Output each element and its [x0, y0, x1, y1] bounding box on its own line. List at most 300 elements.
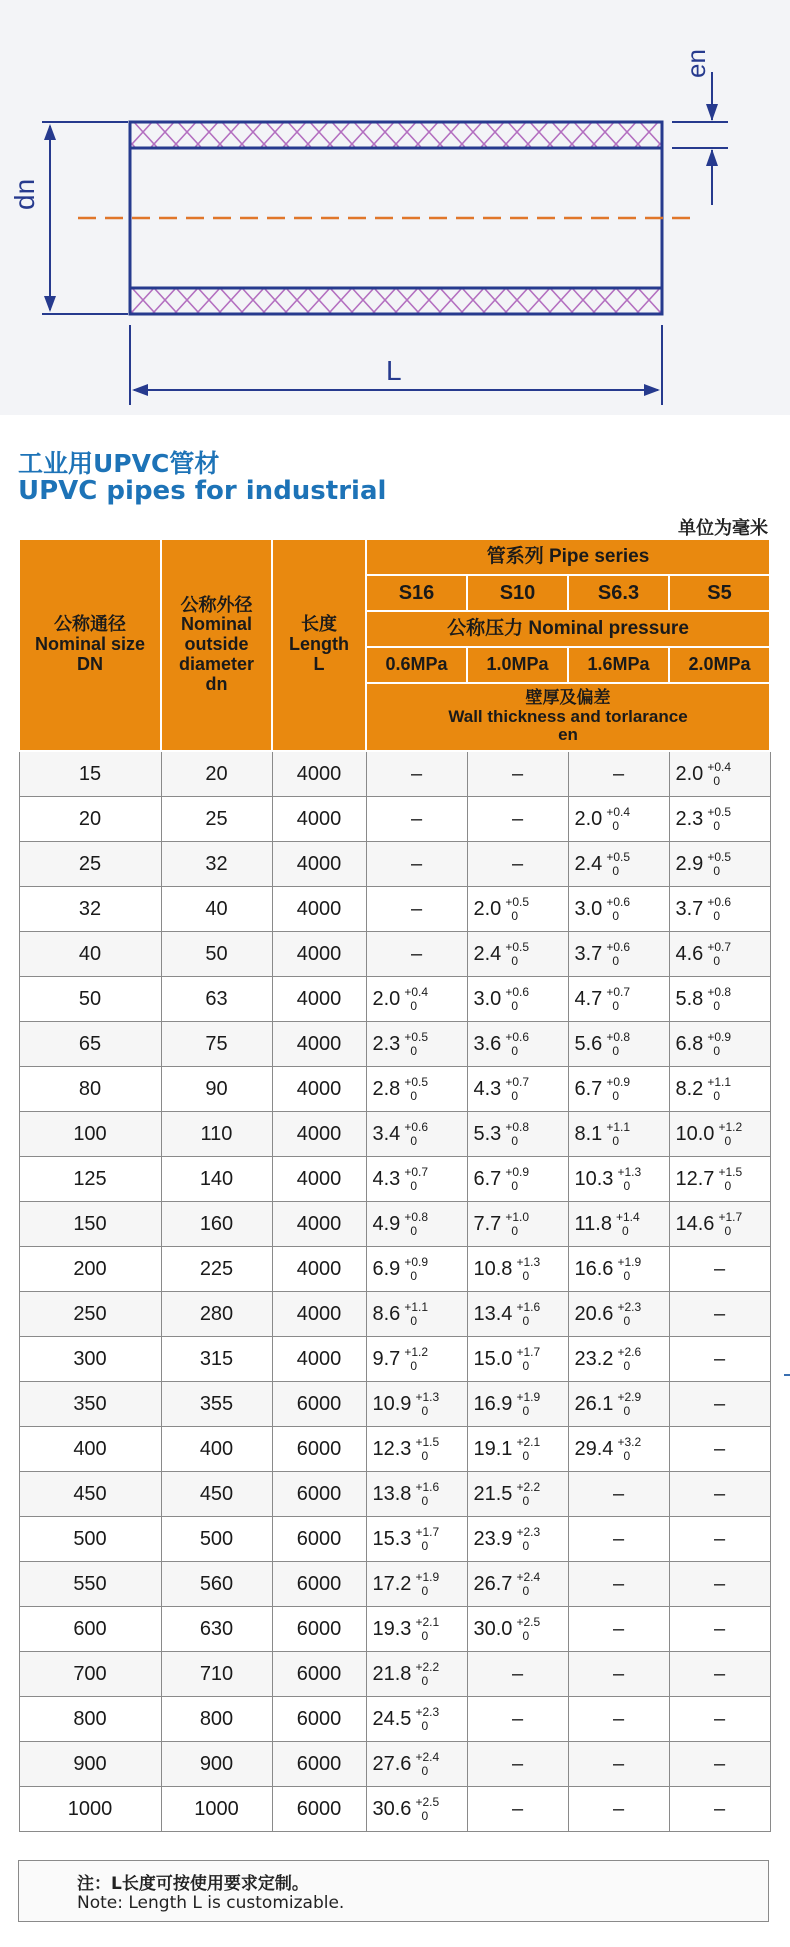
- tolerance: [516, 1570, 540, 1598]
- wall-thickness-value: 5.6: [574, 1032, 603, 1055]
- tolerance-lower: 0: [621, 1224, 629, 1238]
- cell-outside-diameter: 710: [161, 1652, 272, 1697]
- table-row: [19, 932, 770, 977]
- wall-thickness-value: 29.4: [574, 1437, 614, 1460]
- cell-wall-thickness: [568, 1292, 669, 1337]
- tolerance-lower: 0: [612, 864, 619, 878]
- header-nominal-size: [19, 539, 161, 751]
- wall-thickness-value: 2.9: [675, 852, 704, 875]
- tolerance: [516, 1390, 540, 1418]
- cell-length: 6000: [272, 1472, 366, 1517]
- cell-outside-diameter: 90: [161, 1067, 272, 1112]
- cell-wall-thickness: [568, 1067, 669, 1112]
- wall-thickness-value: 26.7: [473, 1572, 513, 1595]
- tolerance-lower: 0: [410, 1089, 417, 1103]
- wall-thickness-value: 8.6: [372, 1302, 401, 1325]
- tolerance: [707, 1030, 731, 1058]
- tolerance-lower: 0: [410, 1314, 417, 1328]
- header-od-en-3: diameter: [178, 653, 255, 674]
- tolerance-lower: 0: [410, 1179, 417, 1193]
- tolerance-lower: 0: [713, 864, 720, 878]
- table-body: [19, 751, 770, 1832]
- wall-thickness-value: 8.2: [675, 1077, 704, 1100]
- cell-outside-diameter: 800: [161, 1697, 272, 1742]
- cell-outside-diameter: 20: [161, 751, 272, 797]
- tolerance-lower: 0: [612, 954, 619, 968]
- cell-outside-diameter: 560: [161, 1562, 272, 1607]
- tolerance: [516, 1345, 540, 1373]
- wall-thickness-value: 3.7: [675, 897, 704, 920]
- wall-thickness-value: 16.9: [473, 1392, 513, 1415]
- cell-wall-thickness: [568, 1112, 669, 1157]
- tolerance-lower: 0: [421, 1674, 429, 1688]
- wall-thickness-value: 3.0: [574, 897, 603, 920]
- cell-wall-thickness: [467, 1022, 568, 1067]
- cell-wall-thickness: [669, 932, 770, 977]
- tolerance: [404, 1165, 428, 1193]
- cell-wall-thickness: [568, 1382, 669, 1427]
- header-od-en-2: outside: [184, 634, 249, 655]
- tolerance: [415, 1390, 439, 1418]
- table-row: [19, 1517, 770, 1562]
- table-row: [19, 1112, 770, 1157]
- cell-empty-dash: –: [568, 1742, 669, 1787]
- table-row: [19, 1697, 770, 1742]
- table-row: [19, 887, 770, 932]
- cell-wall-thickness: [568, 1427, 669, 1472]
- cell-wall-thickness: [669, 1112, 770, 1157]
- cell-length: 4000: [272, 1247, 366, 1292]
- tolerance: [606, 850, 630, 878]
- tolerance-upper: +1.1: [404, 1300, 429, 1314]
- table-header: [19, 539, 770, 751]
- cell-empty-dash: –: [366, 887, 467, 932]
- header-nominal-size-cn: 公称通径: [54, 614, 126, 635]
- en-arrow-top: [706, 104, 718, 121]
- tolerance-lower: 0: [410, 1359, 417, 1373]
- tolerance: [415, 1570, 439, 1598]
- cell-wall-thickness: [366, 1517, 467, 1562]
- cell-empty-dash: –: [568, 1607, 669, 1652]
- cell-empty-dash: –: [467, 1742, 568, 1787]
- header-length: [272, 539, 366, 751]
- cell-length: 6000: [272, 1562, 366, 1607]
- cell-empty-dash: –: [568, 1472, 669, 1517]
- tolerance-lower: 0: [511, 1044, 518, 1058]
- header-length-en: Length: [289, 634, 349, 655]
- tolerance: [404, 1030, 428, 1058]
- wall-thickness-value: 15.0: [473, 1347, 513, 1370]
- unit-note: 单位为毫米: [678, 518, 768, 539]
- cell-wall-thickness: [568, 932, 669, 977]
- cell-length: 4000: [272, 797, 366, 842]
- table-row: [19, 977, 770, 1022]
- tolerance-lower: 0: [522, 1494, 530, 1508]
- cell-outside-diameter: 1000: [161, 1787, 272, 1832]
- tolerance-upper: +0.7: [606, 985, 631, 999]
- cell-outside-diameter: 630: [161, 1607, 272, 1652]
- tolerance: [415, 1795, 439, 1823]
- pipe-wall-top: [130, 122, 662, 148]
- cell-wall-thickness: [366, 1427, 467, 1472]
- table-row: [19, 797, 770, 842]
- tolerance-upper: +0.8: [606, 1030, 631, 1044]
- tolerance-upper: +2.1: [415, 1615, 440, 1629]
- tolerance-upper: +1.3: [516, 1255, 541, 1269]
- cell-wall-thickness: [366, 1697, 467, 1742]
- cell-empty-dash: –: [467, 1697, 568, 1742]
- tolerance-lower: 0: [522, 1404, 530, 1418]
- tolerance-upper: +0.7: [707, 940, 732, 954]
- tolerance: [616, 1210, 640, 1238]
- cell-wall-thickness: [568, 1022, 669, 1067]
- cell-nominal-size: 32: [19, 887, 161, 932]
- cell-outside-diameter: 450: [161, 1472, 272, 1517]
- cell-wall-thickness: [366, 1652, 467, 1697]
- tolerance-upper: +2.3: [617, 1300, 642, 1314]
- tolerance-upper: +0.9: [505, 1165, 530, 1179]
- cell-empty-dash: –: [568, 1562, 669, 1607]
- wall-thickness-value: 30.6: [372, 1797, 412, 1820]
- cell-wall-thickness: [467, 1382, 568, 1427]
- header-series-s6-3: S6.3: [568, 575, 669, 611]
- header-pressure-2-0: 2.0MPa: [669, 647, 770, 683]
- tolerance: [415, 1750, 439, 1778]
- cell-length: 4000: [272, 887, 366, 932]
- tolerance-upper: +0.8: [505, 1120, 530, 1134]
- table-row: [19, 1652, 770, 1697]
- cell-empty-dash: –: [568, 1652, 669, 1697]
- wall-thickness-value: 27.6: [372, 1752, 412, 1775]
- header-od-en-1: Nominal: [180, 614, 252, 635]
- wall-thickness-value: 6.7: [574, 1077, 603, 1100]
- tolerance-lower: 0: [410, 1224, 417, 1238]
- wall-thickness-value: 14.6: [675, 1212, 715, 1235]
- tolerance-lower: 0: [724, 1179, 732, 1193]
- cell-empty-dash: –: [366, 932, 467, 977]
- tolerance-upper: +0.9: [606, 1075, 631, 1089]
- table-row: [19, 842, 770, 887]
- cell-empty-dash: –: [669, 1472, 770, 1517]
- tolerance-upper: +1.2: [404, 1345, 429, 1359]
- cell-wall-thickness: [467, 1337, 568, 1382]
- wall-thickness-value: 10.0: [675, 1122, 715, 1145]
- cell-empty-dash: –: [669, 1247, 770, 1292]
- tolerance: [505, 1165, 529, 1193]
- cell-outside-diameter: 140: [161, 1157, 272, 1202]
- cell-wall-thickness: [467, 1472, 568, 1517]
- tolerance: [415, 1525, 439, 1553]
- tolerance-lower: 0: [522, 1539, 530, 1553]
- tolerance-lower: 0: [511, 1179, 518, 1193]
- cell-wall-thickness: [568, 977, 669, 1022]
- table-row: [19, 1427, 770, 1472]
- tolerance: [516, 1480, 540, 1508]
- tolerance: [617, 1435, 641, 1463]
- footnote-english: Note: Length L is customizable.: [77, 1893, 345, 1913]
- tolerance-lower: 0: [623, 1179, 631, 1193]
- cell-wall-thickness: [568, 1247, 669, 1292]
- table-row: [19, 1157, 770, 1202]
- wall-thickness-value: 7.7: [473, 1212, 502, 1235]
- tolerance-lower: 0: [421, 1404, 429, 1418]
- tolerance: [707, 805, 731, 833]
- cell-wall-thickness: [366, 1382, 467, 1427]
- tolerance-lower: 0: [511, 954, 518, 968]
- tolerance: [404, 1345, 428, 1373]
- cell-wall-thickness: [669, 751, 770, 797]
- tolerance: [606, 1120, 630, 1148]
- tolerance-upper: +1.3: [415, 1390, 440, 1404]
- tolerance-upper: +2.4: [516, 1570, 541, 1584]
- cell-length: 4000: [272, 842, 366, 887]
- cell-outside-diameter: 355: [161, 1382, 272, 1427]
- cell-wall-thickness: [467, 1607, 568, 1652]
- cell-wall-thickness: [467, 1157, 568, 1202]
- tolerance: [707, 985, 731, 1013]
- cell-nominal-size: 50: [19, 977, 161, 1022]
- cell-length: 4000: [272, 1067, 366, 1112]
- tolerance-lower: 0: [612, 819, 619, 833]
- wall-thickness-value: 2.4: [473, 942, 502, 965]
- tolerance-upper: +0.4: [707, 760, 732, 774]
- header-nominal-size-en: Nominal size: [34, 634, 146, 655]
- cell-outside-diameter: 40: [161, 887, 272, 932]
- cell-empty-dash: –: [669, 1337, 770, 1382]
- tolerance-upper: +1.9: [516, 1390, 541, 1404]
- tolerance: [606, 805, 630, 833]
- wall-thickness-value: 4.3: [473, 1077, 502, 1100]
- cell-length: 6000: [272, 1517, 366, 1562]
- tolerance-upper: +0.9: [404, 1255, 429, 1269]
- cell-empty-dash: –: [669, 1562, 770, 1607]
- cell-wall-thickness: [366, 1067, 467, 1112]
- wall-thickness-value: 4.7: [574, 987, 603, 1010]
- tolerance-lower: 0: [522, 1314, 530, 1328]
- wall-thickness-value: 13.4: [473, 1302, 513, 1325]
- cell-length: 6000: [272, 1652, 366, 1697]
- tolerance-upper: +0.5: [606, 850, 631, 864]
- wall-thickness-value: 2.4: [574, 852, 603, 875]
- tolerance-lower: 0: [522, 1269, 530, 1283]
- cell-empty-dash: –: [669, 1517, 770, 1562]
- tolerance: [606, 1030, 630, 1058]
- tolerance-lower: 0: [421, 1719, 429, 1733]
- cell-wall-thickness: [467, 977, 568, 1022]
- tolerance: [505, 1210, 529, 1238]
- footnote-chinese: 注：L长度可按使用要求定制。: [77, 1874, 309, 1894]
- table-row: [19, 1337, 770, 1382]
- table-row: [19, 1067, 770, 1112]
- cell-outside-diameter: 160: [161, 1202, 272, 1247]
- cell-empty-dash: –: [568, 1787, 669, 1832]
- cell-outside-diameter: 315: [161, 1337, 272, 1382]
- cell-length: 6000: [272, 1742, 366, 1787]
- tolerance: [505, 1075, 529, 1103]
- cell-wall-thickness: [669, 842, 770, 887]
- cell-wall-thickness: [366, 1112, 467, 1157]
- cell-length: 4000: [272, 1202, 366, 1247]
- cell-wall-thickness: [568, 887, 669, 932]
- tolerance-lower: 0: [713, 1089, 720, 1103]
- tolerance: [606, 985, 630, 1013]
- tolerance-lower: 0: [410, 999, 417, 1013]
- cell-length: 4000: [272, 932, 366, 977]
- tolerance-lower: 0: [713, 954, 720, 968]
- cell-outside-diameter: 32: [161, 842, 272, 887]
- header-series-s16: S16: [366, 575, 467, 611]
- tolerance-upper: +0.5: [404, 1030, 429, 1044]
- pipe-wall-bottom: [130, 288, 662, 314]
- wall-thickness-value: 10.9: [372, 1392, 412, 1415]
- tolerance-lower: 0: [421, 1449, 429, 1463]
- tolerance-upper: +1.9: [415, 1570, 440, 1584]
- cell-wall-thickness: [669, 977, 770, 1022]
- cell-wall-thickness: [467, 1067, 568, 1112]
- tolerance-upper: +1.6: [516, 1300, 541, 1314]
- pipe-spec-table: [18, 538, 771, 1832]
- title-chinese: 工业用UPVC管材: [18, 449, 220, 478]
- wall-thickness-value: 2.3: [675, 807, 704, 830]
- cell-nominal-size: 900: [19, 1742, 161, 1787]
- header-pressure-0-6: 0.6MPa: [366, 647, 467, 683]
- wall-thickness-value: 4.6: [675, 942, 704, 965]
- tolerance-lower: 0: [511, 1134, 518, 1148]
- L-arrow-right: [644, 384, 660, 396]
- tolerance-upper: +2.4: [415, 1750, 440, 1764]
- tolerance: [404, 1120, 428, 1148]
- cell-nominal-size: 40: [19, 932, 161, 977]
- header-length-L: L: [313, 653, 325, 674]
- header-wall-symbol: en: [558, 725, 578, 745]
- tolerance: [505, 895, 529, 923]
- tolerance-lower: 0: [612, 1044, 619, 1058]
- cell-wall-thickness: [467, 932, 568, 977]
- cell-nominal-size: 150: [19, 1202, 161, 1247]
- wall-thickness-value: 17.2: [372, 1572, 412, 1595]
- cell-outside-diameter: 75: [161, 1022, 272, 1067]
- header-outside-diameter: [161, 539, 272, 751]
- wall-thickness-value: 4.9: [372, 1212, 401, 1235]
- tolerance: [707, 1075, 731, 1103]
- cell-empty-dash: –: [669, 1292, 770, 1337]
- tolerance-upper: +1.0: [505, 1210, 530, 1224]
- cell-outside-diameter: 110: [161, 1112, 272, 1157]
- tolerance-lower: 0: [421, 1809, 429, 1823]
- cell-empty-dash: –: [366, 751, 467, 797]
- tolerance: [606, 940, 630, 968]
- tolerance-upper: +1.7: [718, 1210, 743, 1224]
- wall-thickness-value: 5.8: [675, 987, 704, 1010]
- wall-thickness-value: 3.7: [574, 942, 603, 965]
- cell-nominal-size: 700: [19, 1652, 161, 1697]
- table-row: [19, 1742, 770, 1787]
- wall-thickness-value: 4.3: [372, 1167, 401, 1190]
- tolerance-upper: +2.3: [415, 1705, 440, 1719]
- tolerance-lower: 0: [713, 819, 720, 833]
- cell-wall-thickness: [568, 1337, 669, 1382]
- cell-wall-thickness: [366, 977, 467, 1022]
- wall-thickness-value: 2.0: [574, 807, 603, 830]
- wall-thickness-value: 12.3: [372, 1437, 412, 1460]
- dn-arrow-top: [44, 124, 56, 140]
- header-nominal-size-dn: DN: [77, 653, 103, 674]
- wall-thickness-value: 19.3: [372, 1617, 412, 1640]
- tolerance: [718, 1210, 742, 1238]
- dn-arrow-bottom: [44, 296, 56, 312]
- cell-wall-thickness: [669, 887, 770, 932]
- table-row: [19, 1472, 770, 1517]
- table-row: [19, 1247, 770, 1292]
- tolerance-upper: +1.3: [617, 1165, 642, 1179]
- cell-empty-dash: –: [669, 1742, 770, 1787]
- wall-thickness-value: 6.9: [372, 1257, 401, 1280]
- cell-wall-thickness: [467, 1517, 568, 1562]
- cell-wall-thickness: [467, 1562, 568, 1607]
- tolerance-upper: +2.2: [415, 1660, 440, 1674]
- cell-nominal-size: 550: [19, 1562, 161, 1607]
- wall-thickness-value: 21.8: [372, 1662, 412, 1685]
- wall-thickness-value: 6.7: [473, 1167, 502, 1190]
- cell-wall-thickness: [366, 1562, 467, 1607]
- cell-length: 6000: [272, 1427, 366, 1472]
- table-row: [19, 751, 770, 797]
- cell-wall-thickness: [467, 1292, 568, 1337]
- cell-empty-dash: –: [669, 1382, 770, 1427]
- cell-outside-diameter: 900: [161, 1742, 272, 1787]
- tolerance: [505, 1120, 529, 1148]
- tolerance-lower: 0: [410, 1044, 417, 1058]
- tolerance-lower: 0: [522, 1359, 530, 1373]
- tolerance: [404, 1075, 428, 1103]
- wall-thickness-value: 23.9: [473, 1527, 513, 1550]
- header-length-cn: 长度: [301, 614, 337, 635]
- tolerance: [516, 1300, 540, 1328]
- wall-thickness-value: 10.8: [473, 1257, 513, 1280]
- cell-empty-dash: –: [467, 1787, 568, 1832]
- tolerance-upper: +0.9: [707, 1030, 732, 1044]
- tolerance: [617, 1300, 641, 1328]
- tolerance-lower: 0: [612, 1134, 619, 1148]
- wall-thickness-value: 11.8: [574, 1212, 612, 1235]
- tolerance-upper: +0.7: [505, 1075, 530, 1089]
- cell-length: 4000: [272, 1337, 366, 1382]
- cell-wall-thickness: [568, 1157, 669, 1202]
- cell-nominal-size: 25: [19, 842, 161, 887]
- cell-length: 4000: [272, 1022, 366, 1067]
- pipe-diagram-panel: [0, 0, 790, 415]
- cell-empty-dash: –: [467, 797, 568, 842]
- wall-thickness-value: 30.0: [473, 1617, 513, 1640]
- cell-empty-dash: –: [366, 842, 467, 887]
- wall-thickness-value: 5.3: [473, 1122, 502, 1145]
- tolerance-upper: +2.3: [516, 1525, 541, 1539]
- pipe-cross-section-diagram: [0, 0, 790, 415]
- header-series-s10: S10: [467, 575, 568, 611]
- cell-wall-thickness: [366, 1742, 467, 1787]
- tolerance-lower: 0: [724, 1134, 732, 1148]
- cell-wall-thickness: [568, 842, 669, 887]
- tolerance: [404, 1210, 428, 1238]
- tolerance: [606, 1075, 630, 1103]
- tolerance-upper: +3.2: [617, 1435, 642, 1449]
- wall-thickness-value: 2.0: [473, 897, 502, 920]
- table-row: [19, 1292, 770, 1337]
- header-series-s5: S5: [669, 575, 770, 611]
- cell-wall-thickness: [366, 1607, 467, 1652]
- cell-nominal-size: 500: [19, 1517, 161, 1562]
- tolerance-lower: 0: [612, 909, 619, 923]
